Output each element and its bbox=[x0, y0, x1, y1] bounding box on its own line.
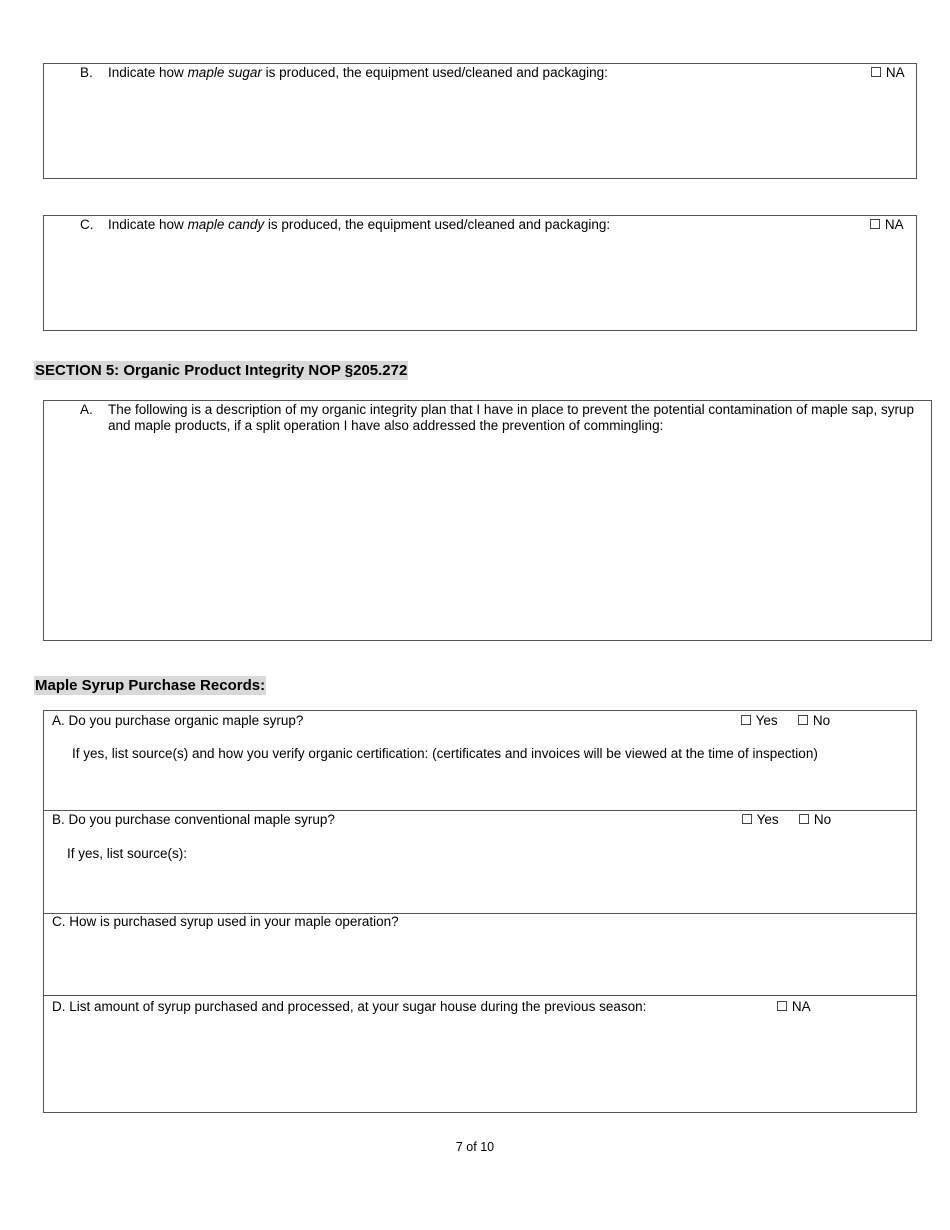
purchase-records-table bbox=[43, 710, 917, 1113]
question-emphasis: maple sugar bbox=[187, 65, 262, 80]
purchase-organic-followup: If yes, list source(s) and how you verify organic certification: (certificates and invoices will be viewed at the time of inspection) bbox=[72, 746, 818, 761]
organic-integrity-text: The following is a description of my organic integrity plan that I have in place to prevent the potential contamination of maple sap, syrup and maple products, if a split operation I have also addressed the prevention of commingling: bbox=[108, 402, 914, 433]
purchase-organic-no-checkbox[interactable]: ☐ No bbox=[797, 713, 831, 728]
maple-sugar-na-checkbox[interactable]: ☐ NA bbox=[870, 65, 905, 80]
question-post: is produced, the equipment used/cleaned and packaging: bbox=[264, 217, 611, 232]
question-emphasis: maple candy bbox=[187, 217, 265, 232]
purchase-conventional-question: B. Do you purchase conventional maple syrup? bbox=[52, 812, 335, 827]
maple-sugar-question bbox=[108, 65, 608, 81]
row-divider bbox=[44, 810, 916, 811]
purchase-organic-question: A. Do you purchase organic maple syrup? bbox=[52, 713, 304, 728]
item-letter-a: A. bbox=[80, 402, 93, 417]
organic-integrity-box bbox=[43, 400, 932, 641]
question-post: is produced, the equipment used/cleaned and packaging: bbox=[261, 65, 608, 80]
syrup-amount-na-checkbox[interactable]: ☐ NA bbox=[776, 999, 811, 1014]
maple-candy-na-checkbox[interactable]: ☐ NA bbox=[869, 217, 904, 232]
item-letter-b: B. bbox=[80, 65, 93, 80]
question-pre: Indicate how bbox=[108, 217, 188, 232]
purchase-conventional-no-checkbox[interactable]: ☐ No bbox=[798, 812, 832, 827]
maple-candy-question bbox=[108, 217, 610, 233]
purchase-conventional-followup: If yes, list source(s): bbox=[67, 846, 188, 861]
purchase-conventional-yes-checkbox[interactable]: ☐ Yes bbox=[741, 812, 779, 827]
item-letter-c: C. bbox=[80, 217, 94, 232]
row-divider bbox=[44, 995, 916, 996]
purchase-records-heading: Maple Syrup Purchase Records: bbox=[35, 677, 266, 694]
maple-candy-box bbox=[43, 215, 917, 331]
purchased-syrup-use-question: C. How is purchased syrup used in your maple operation? bbox=[52, 914, 399, 929]
purchase-organic-yes-checkbox[interactable]: ☐ Yes bbox=[740, 713, 778, 728]
section5-heading: SECTION 5: Organic Product Integrity NOP §205.272 bbox=[35, 362, 408, 379]
maple-sugar-box bbox=[43, 63, 917, 179]
syrup-amount-question: D. List amount of syrup purchased and processed, at your sugar house during the previous season: bbox=[52, 999, 647, 1014]
question-pre: Indicate how bbox=[108, 65, 188, 80]
page-number: 7 of 10 bbox=[455, 1140, 495, 1154]
